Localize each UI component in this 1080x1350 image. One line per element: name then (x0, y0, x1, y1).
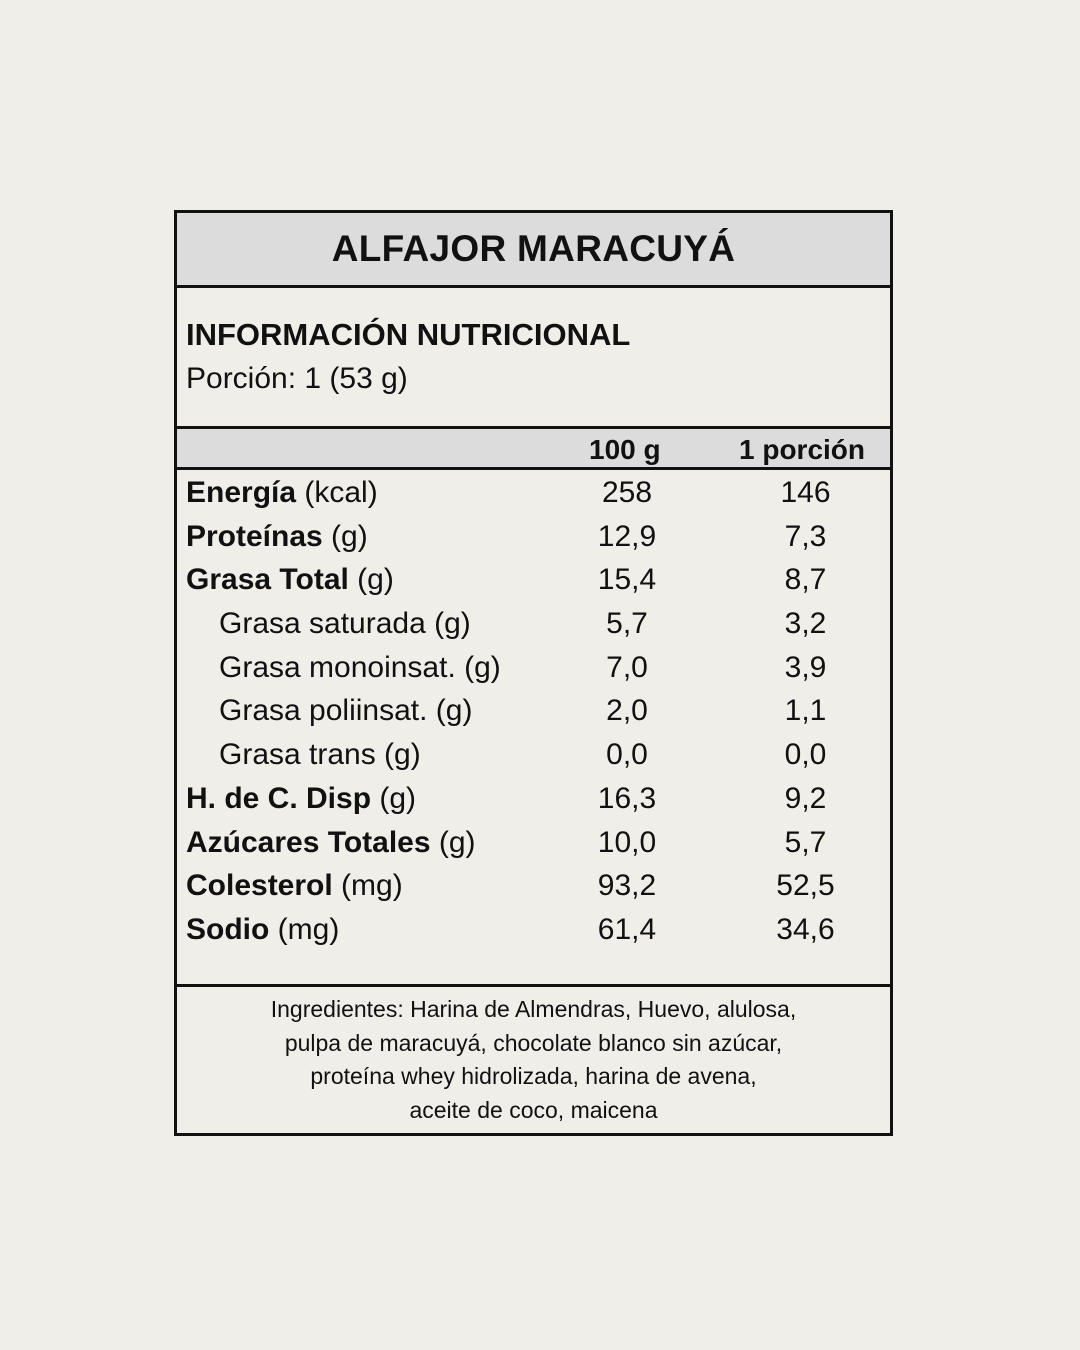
value-portion: 0,0 (784, 738, 827, 772)
nutrient-name (186, 864, 403, 907)
nutrient-name (186, 558, 394, 601)
nutrient-name: Grasa poliinsat. (g) (219, 694, 473, 728)
nutrient-bold-label: Proteínas (186, 519, 323, 553)
nutrient-name (186, 515, 368, 558)
ingredients-line: proteína whey hidrolizada, harina de avena, (310, 1063, 757, 1089)
nutrient-row-grasa-saturada (177, 602, 890, 646)
value-portion: 7,3 (784, 519, 827, 553)
nutrient-bold-label: Colesterol (186, 869, 333, 903)
nutrient-unit: (g) (371, 781, 417, 815)
value-portion: 5,7 (784, 825, 827, 859)
nutrient-name: Grasa trans (g) (219, 738, 421, 772)
info-heading: INFORMACIÓN NUTRICIONAL (186, 317, 631, 352)
nutrient-name: Grasa saturada (g) (219, 607, 471, 641)
value-100g: 5,7 (606, 607, 648, 641)
ingredients-line: pulpa de maracuyá, chocolate blanco sin azúcar, (284, 1029, 783, 1056)
nutrient-bold-label: Energía (186, 476, 297, 509)
nutrient-unit: (g) (322, 519, 368, 553)
nutrient-unit: (mg) (332, 869, 403, 903)
product-title: ALFAJOR MARACUYÁ (331, 228, 736, 269)
nutrient-name (186, 471, 378, 514)
nutrient-row-azucares (177, 821, 890, 865)
nutrient-row-colesterol (177, 864, 890, 908)
nutrient-unit: (kcal) (296, 476, 378, 509)
nutrient-name (186, 821, 476, 864)
value-portion: 9,2 (784, 781, 827, 815)
nutrient-row-grasa-monoinsat (177, 646, 890, 690)
value-portion: 146 (780, 476, 831, 509)
value-100g: 10,0 (597, 825, 657, 859)
nutrient-unit: (g) (430, 825, 476, 859)
nutrient-row-grasa-trans (177, 733, 890, 777)
nutrient-bold-label: Sodio (186, 912, 270, 946)
value-100g: 16,3 (597, 781, 657, 815)
ingredients-line: Ingredientes: Harina de Almendras, Huevo, alulosa, (270, 996, 797, 1022)
nutrition-label (174, 210, 893, 1136)
nutrient-row-sodio (177, 908, 890, 952)
value-100g: 0,0 (606, 738, 648, 772)
value-portion: 34,6 (776, 912, 835, 946)
value-100g: 93,2 (597, 869, 657, 903)
value-100g: 7,0 (606, 650, 648, 684)
nutrient-name: Grasa monoinsat. (g) (219, 650, 501, 684)
column-header-portion: 1 porción (739, 434, 866, 465)
value-portion: 8,7 (784, 563, 827, 597)
nutrient-bold-label: Azúcares Totales (186, 825, 431, 859)
ingredients-line: aceite de coco, maicena (409, 1096, 658, 1123)
ingredients-block (177, 984, 890, 1133)
value-100g: 15,4 (597, 563, 657, 597)
column-header-100g: 100 g (589, 434, 661, 465)
value-100g: 61,4 (597, 912, 657, 946)
nutrient-unit: (g) (348, 563, 394, 597)
column-header-bar (177, 426, 890, 470)
value-portion: 52,5 (776, 869, 835, 903)
value-portion: 3,9 (784, 650, 827, 684)
portion-size: Porción: 1 (53 g) (186, 362, 408, 395)
info-block (186, 316, 630, 398)
nutrient-row-grasa-poliinsat (177, 689, 890, 733)
value-100g: 2,0 (606, 694, 648, 728)
nutrient-row-hidratos (177, 777, 890, 821)
nutrient-name (186, 908, 339, 951)
value-portion: 3,2 (784, 607, 827, 641)
nutrient-row-proteinas (177, 515, 890, 559)
nutrient-name (186, 777, 416, 820)
value-100g: 258 (601, 476, 653, 509)
nutrient-table (177, 471, 890, 952)
nutrient-bold-label: H. de C. Disp (186, 781, 372, 815)
nutrient-row-energia (177, 471, 890, 515)
value-100g: 12,9 (597, 519, 657, 553)
nutrient-row-grasa-total (177, 558, 890, 602)
nutrient-unit: (mg) (269, 912, 340, 946)
title-bar (177, 213, 890, 288)
nutrient-bold-label: Grasa Total (186, 563, 349, 597)
value-portion: 1,1 (784, 694, 827, 728)
